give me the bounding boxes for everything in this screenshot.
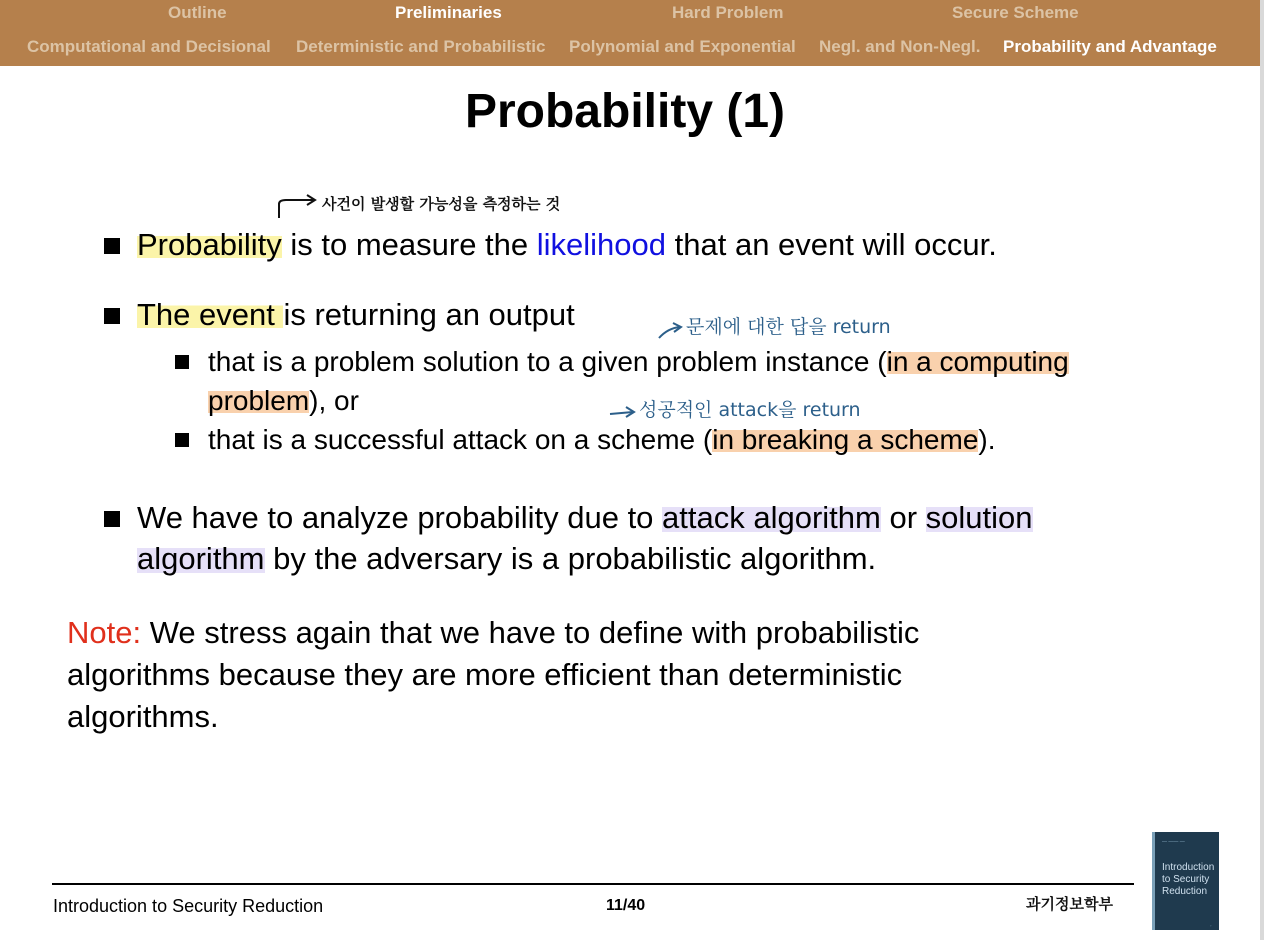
sub-bullet-attack xyxy=(208,420,996,459)
hl-breaking: in breaking a scheme xyxy=(712,424,979,455)
slide-title: Probability (1) xyxy=(464,85,786,138)
sub1-text-end: ), or xyxy=(309,385,359,416)
bullet-event xyxy=(137,294,575,335)
nav-section-outline[interactable]: Outline xyxy=(168,3,227,22)
bullet2-text: is returning an output xyxy=(283,297,575,332)
nav-sub-negligible[interactable]: Negl. and Non-Negl. xyxy=(819,37,981,56)
nav-sub-polynomial[interactable]: Polynomial and Exponential xyxy=(569,37,796,56)
bullet1-text: is to measure the xyxy=(281,227,537,262)
note-line2: algorithms because they are more efficient than deterministic xyxy=(67,657,903,692)
bullet-analyze xyxy=(137,497,1157,579)
sub1-text: that is a problem solution to a given problem instance ( xyxy=(208,346,887,377)
nav-sub-computational[interactable]: Computational and Decisional xyxy=(27,37,271,56)
book-cover-title: Introduction to Security Reduction xyxy=(1162,862,1215,897)
note-line3: algorithms. xyxy=(67,699,219,734)
term-likelihood: likelihood xyxy=(536,227,667,262)
section-nav xyxy=(0,0,1260,24)
sub-bullet-square-icon xyxy=(175,355,189,369)
bullet-square-icon xyxy=(104,238,120,254)
subsection-nav xyxy=(0,30,1260,64)
nav-sub-deterministic[interactable]: Deterministic and Probabilistic xyxy=(296,37,546,56)
bullet-probability xyxy=(137,224,997,265)
annotation-arrow-icon xyxy=(274,194,322,220)
nav-section-hard-problem[interactable]: Hard Problem xyxy=(672,3,784,22)
bullet3-text: We have to analyze probability due to xyxy=(137,500,663,535)
annotation-arrow-icon xyxy=(608,404,638,420)
bullet-square-icon xyxy=(104,511,120,527)
bullet3-or: or xyxy=(880,500,926,535)
window-edge xyxy=(1260,0,1264,940)
hl-algorithm: algorithm xyxy=(137,541,265,576)
bullet1-text-end: that an event will occur. xyxy=(666,227,997,262)
hl-attack-algorithm: attack algorithm xyxy=(662,500,881,535)
term-event: The event xyxy=(137,297,284,332)
page-number: 11/40 xyxy=(606,897,646,914)
annotation-attack: 성공적인 attack을 return xyxy=(639,399,861,421)
footer-divider xyxy=(52,883,1134,885)
bullet-square-icon xyxy=(104,308,120,324)
nav-section-secure-scheme[interactable]: Secure Scheme xyxy=(952,3,1079,22)
annotation-likelihood: 사건이 발생할 가능성을 측정하는 것 xyxy=(322,195,561,213)
hl-problem: problem xyxy=(208,385,310,416)
top-navigation-bar xyxy=(0,0,1260,66)
sub2-text: that is a successful attack on a scheme ( xyxy=(208,424,713,455)
footer-title: Introduction to Security Reduction xyxy=(53,896,324,916)
hl-computing: in a computing xyxy=(886,346,1069,377)
sub2-text-end: ). xyxy=(978,424,996,455)
note-line1: We stress again that we have to define with probabilistic xyxy=(141,615,920,650)
bullet3-text-end: by the adversary is a probabilistic algorithm. xyxy=(264,541,877,576)
note-label: Note: xyxy=(67,615,142,650)
annotation-arrow-icon xyxy=(656,322,686,342)
hl-solution: solution xyxy=(925,500,1033,535)
book-cover-image xyxy=(1152,832,1219,930)
book-publisher-mark: ◦ xyxy=(1210,923,1212,928)
nav-section-preliminaries[interactable]: Preliminaries xyxy=(395,3,502,22)
term-probability: Probability xyxy=(137,227,282,262)
book-author-line: — —— — xyxy=(1162,839,1185,845)
annotation-solution: 문제에 대한 답을 return xyxy=(686,316,891,338)
stamp-logo: 과기정보학부 xyxy=(1026,895,1113,913)
note-paragraph xyxy=(67,612,919,738)
sub-bullet-square-icon xyxy=(175,433,189,447)
nav-sub-probability[interactable]: Probability and Advantage xyxy=(1003,37,1217,56)
